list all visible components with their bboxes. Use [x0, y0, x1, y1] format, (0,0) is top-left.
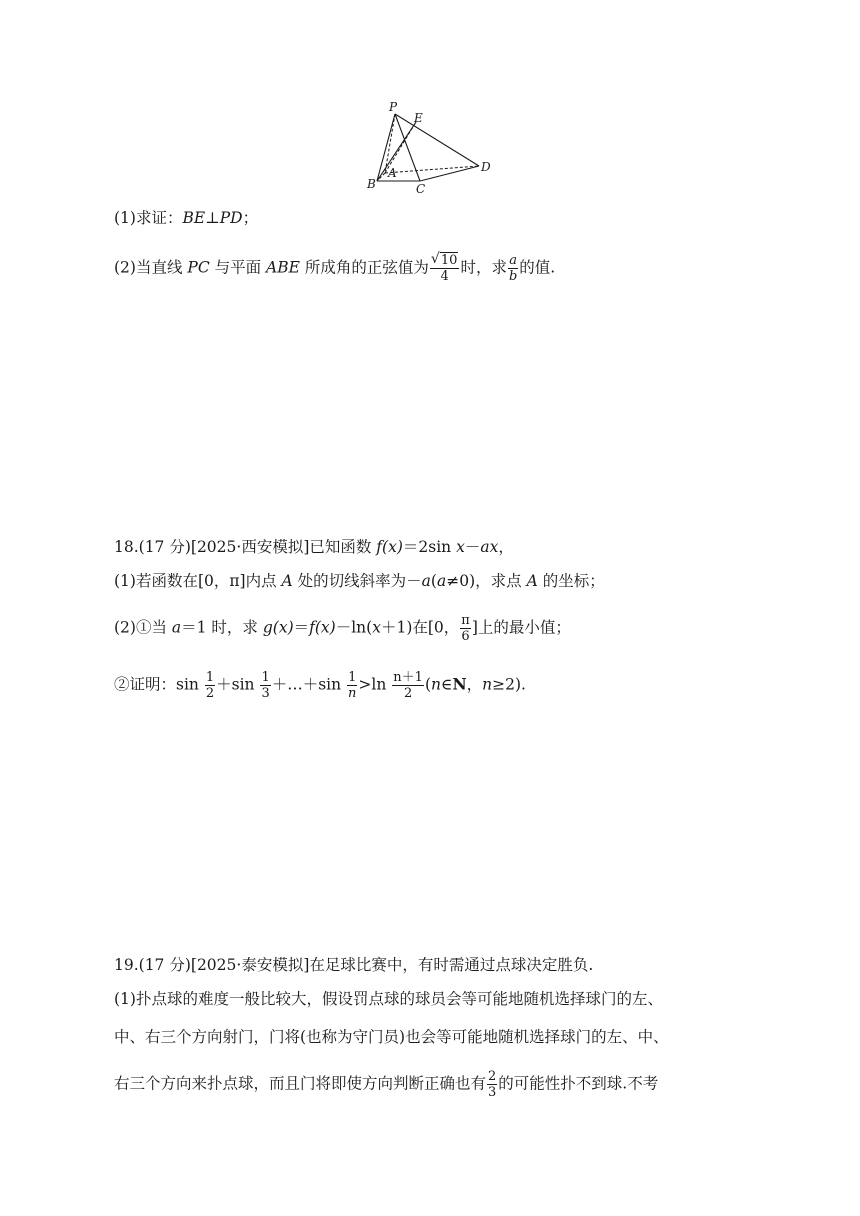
label-D: D — [481, 160, 491, 174]
q17-part2: (2)当直线 PC 与平面 ABE 所成角的正弦值为 √ 10 4 时，求 $\frac{a}{b}$ 的值. — [114, 251, 556, 284]
q18-part2b: ②证明：sin $\frac{1}{2}$ ＋sin $\frac{1}{3}$ ＋…＋sin $\frac{1}{n}$ >ln $\frac{n+1}{2}$ (n∈N，n≥2). — [114, 670, 526, 701]
q18-part1: (1)若函数在[0，π]内点 A 处的切线斜率为－a(a≠0)，求点 A 的坐标； — [114, 572, 605, 590]
pi-over-6: $\frac{\pi}{6}$ — [461, 613, 470, 644]
label-P: P — [389, 100, 398, 114]
sqrt10-over-4: √ 10 4 — [430, 251, 458, 284]
q19-line1: (1)扑点球的难度一般比较大，假设罚点球的球员会等可能地随机选择球门的左、 — [114, 990, 663, 1008]
q18-header: 18.(17 分)[2025·西安模拟]已知函数 f(x)＝2sin x－ax， — [114, 538, 514, 556]
two-thirds: $\frac{2}{3}$ — [488, 1069, 497, 1100]
q19-header: 19.(17 分)[2025·泰安模拟]在足球比赛中，有时需通过点球决定胜负. — [114, 956, 594, 974]
a-over-b: $\frac{a}{b}$ — [508, 253, 518, 284]
label-B: B — [367, 177, 376, 191]
q19-line2: 中、右三个方向射门，门将(也称为守门员)也会等可能地随机选择球门的左、中、 — [114, 1028, 669, 1046]
q19-line3: 右三个方向来扑点球，而且门将即使方向判断正确也有 $\frac{2}{3}$ 的可能性扑不到球.不考 — [114, 1069, 659, 1100]
label-E: E — [414, 111, 423, 125]
edge-PD — [395, 114, 479, 166]
pyramid-figure — [360, 100, 500, 200]
edge-CD — [420, 166, 479, 181]
q18-part2a: (2)①当 a＝1 时，求 g(x)＝f(x)－ln(x＋1)在[0， $\frac{\pi}{6}$ ]上的最小值； — [114, 613, 571, 644]
label-A: A — [388, 166, 397, 180]
q17-part1: (1)求证：BE⊥PD； — [114, 209, 259, 227]
label-C: C — [416, 182, 426, 196]
